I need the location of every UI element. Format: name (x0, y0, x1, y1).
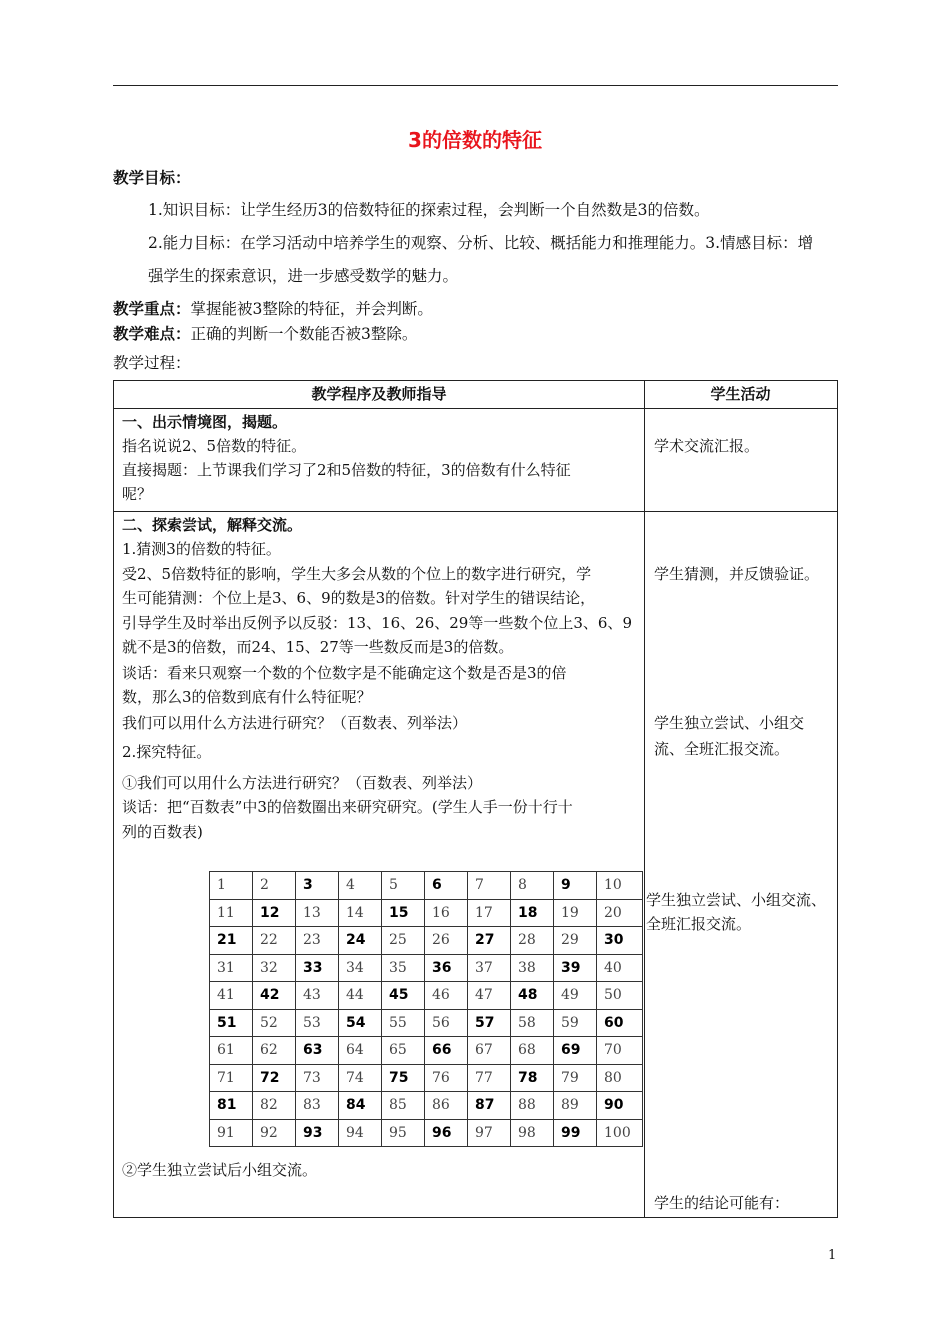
hundred-chart-cell: 75 (382, 1064, 425, 1092)
hundred-chart-row (210, 899, 643, 927)
hundred-chart-cell: 39 (554, 954, 597, 982)
hundred-chart-cell: 65 (382, 1037, 425, 1065)
header-divider (114, 408, 837, 409)
section2-line: 引导学生及时举出反例予以反驳：13、16、26、29等一些数个位上3、6、9 (122, 614, 632, 632)
page-title: 3的倍数的特征 (408, 128, 542, 152)
difficulty-point (113, 322, 417, 344)
hundred-chart-cell: 96 (425, 1119, 468, 1147)
hundred-chart-cell: 29 (554, 927, 597, 955)
hundred-chart-cell: 15 (382, 899, 425, 927)
section2-line: 数，那么3的倍数到底有什么特征呢？ (122, 688, 372, 706)
section2-line: 受2、5倍数特征的影响，学生大多会从数的个位上的数字进行研究，学 (122, 565, 592, 583)
hundred-chart-cell: 85 (382, 1092, 425, 1120)
hundred-chart-cell: 73 (296, 1064, 339, 1092)
hundred-chart-cell: 77 (468, 1064, 511, 1092)
hundred-chart-cell: 53 (296, 1009, 339, 1037)
hundred-chart-cell: 90 (597, 1092, 643, 1120)
hundred-chart-cell: 72 (253, 1064, 296, 1092)
hundred-chart-cell: 54 (339, 1009, 382, 1037)
hundred-chart-cell: 58 (511, 1009, 554, 1037)
hundred-chart-cell: 95 (382, 1119, 425, 1147)
section2-line: ②学生独立尝试后小组交流。 (122, 1161, 318, 1179)
section2-line: 列的百数表) (122, 823, 203, 841)
hundred-chart-cell: 62 (253, 1037, 296, 1065)
hundred-chart-cell: 11 (210, 899, 253, 927)
hundred-chart-cell: 80 (597, 1064, 643, 1092)
section2-heading: 二、探索尝试，解释交流。 (122, 516, 303, 534)
hundred-chart-cell: 99 (554, 1119, 597, 1147)
hundred-chart-cell: 22 (253, 927, 296, 955)
hundred-chart-cell: 63 (296, 1037, 339, 1065)
hundred-chart-cell: 43 (296, 982, 339, 1010)
key-point (113, 297, 433, 319)
hundred-chart-row (210, 982, 643, 1010)
hundred-chart-cell: 79 (554, 1064, 597, 1092)
hundred-chart-cell: 24 (339, 927, 382, 955)
hundred-chart-cell: 93 (296, 1119, 339, 1147)
objectives-heading: 教学目标： (113, 169, 191, 187)
section2-line: 就不是3的倍数，而24、15、27等一些数反而是3的倍数。 (122, 638, 514, 656)
hundred-chart-cell: 19 (554, 899, 597, 927)
hundred-chart-cell: 25 (382, 927, 425, 955)
hundred-chart-cell: 45 (382, 982, 425, 1010)
section2-line: 谈话：把“百数表”中3的倍数圈出来研究研究。(学生人手一份十行十 (122, 798, 573, 816)
objective-2b: 强学生的探索意识，进一步感受数学的魅力。 (148, 267, 459, 285)
hundred-chart-cell: 60 (597, 1009, 643, 1037)
hundred-chart-row (210, 954, 643, 982)
hundred-chart-cell: 76 (425, 1064, 468, 1092)
hundred-chart-row (210, 872, 643, 900)
hundred-chart-cell: 32 (253, 954, 296, 982)
hundred-chart-cell: 84 (339, 1092, 382, 1120)
hundred-chart-cell: 21 (210, 927, 253, 955)
section1-line: 指名说说2、5倍数的特征。 (122, 437, 307, 455)
hundred-chart-cell: 40 (597, 954, 643, 982)
hundred-chart-cell: 31 (210, 954, 253, 982)
hundred-chart-cell: 67 (468, 1037, 511, 1065)
hundred-chart-row (210, 1037, 643, 1065)
objective-1: 1.知识目标：让学生经历3的倍数特征的探索过程，会判断一个自然数是3的倍数。 (148, 201, 710, 219)
hundred-chart-cell: 81 (210, 1092, 253, 1120)
hundred-chart-cell: 10 (597, 872, 643, 900)
column-divider (644, 381, 645, 1217)
lesson-table (113, 380, 838, 1218)
hundred-chart-cell: 55 (382, 1009, 425, 1037)
hundred-chart-cell: 13 (296, 899, 339, 927)
hundred-chart-cell: 1 (210, 872, 253, 900)
hundred-chart-cell: 41 (210, 982, 253, 1010)
hundred-chart-cell: 94 (339, 1119, 382, 1147)
hundred-chart-cell: 56 (425, 1009, 468, 1037)
section2-student-activity: 学生的结论可能有： (654, 1194, 790, 1212)
hundred-chart-cell: 59 (554, 1009, 597, 1037)
hundred-chart-cell: 51 (210, 1009, 253, 1037)
hundred-chart-cell: 18 (511, 899, 554, 927)
process-label: 教学过程： (113, 354, 191, 372)
section2-line: 谈话：看来只观察一个数的个位数字是不能确定这个数是否是3的倍 (122, 664, 567, 682)
hundred-chart-cell: 82 (253, 1092, 296, 1120)
hundred-chart-cell: 34 (339, 954, 382, 982)
hundred-chart-row (210, 1009, 643, 1037)
section2-line: 1.猜测3的倍数的特征。 (122, 540, 281, 558)
hundred-chart-row (210, 1119, 643, 1147)
hundred-chart-row (210, 1064, 643, 1092)
objective-2a: 2.能力目标：在学习活动中培养学生的观察、分析、比较、概括能力和推理能力。3.情感目标：增 (148, 234, 814, 252)
hundred-chart-cell: 48 (511, 982, 554, 1010)
section-divider (114, 511, 837, 512)
hundred-chart-cell: 17 (468, 899, 511, 927)
hundred-chart-cell: 57 (468, 1009, 511, 1037)
section2-student-activity: 学生独立尝试、小组交流、 (646, 891, 827, 909)
hundred-chart-cell: 87 (468, 1092, 511, 1120)
section2-student-activity: 全班汇报交流。 (646, 915, 752, 933)
hundred-chart-cell: 38 (511, 954, 554, 982)
hundred-chart-cell: 26 (425, 927, 468, 955)
col-teacher-header: 教学程序及教师指导 (311, 385, 447, 403)
section2-line: 生可能猜测：个位上是3、6、9的数是3的倍数。针对学生的错误结论， (122, 589, 596, 607)
section1-line: 直接揭题：上节课我们学习了2和5倍数的特征，3的倍数有什么特征 (122, 461, 571, 479)
hundred-chart-cell: 68 (511, 1037, 554, 1065)
hundred-chart-cell: 52 (253, 1009, 296, 1037)
hundred-chart-cell: 100 (597, 1119, 643, 1147)
section2-student-activity: 学生独立尝试、小组交 (654, 714, 805, 732)
hundred-chart-cell: 46 (425, 982, 468, 1010)
hundred-chart-cell: 16 (425, 899, 468, 927)
section2-line: ①我们可以用什么方法进行研究？（百数表、列举法） (122, 774, 483, 792)
hundred-chart-cell: 61 (210, 1037, 253, 1065)
hundred-chart-cell: 6 (425, 872, 468, 900)
section2-line: 我们可以用什么方法进行研究？（百数表、列举法） (122, 714, 468, 732)
hundred-chart (209, 871, 643, 1147)
hundred-chart-cell: 35 (382, 954, 425, 982)
page-number: 1 (828, 1248, 837, 1263)
hundred-chart-cell: 89 (554, 1092, 597, 1120)
hundred-chart-cell: 69 (554, 1037, 597, 1065)
hundred-chart-cell: 9 (554, 872, 597, 900)
hundred-chart-cell: 64 (339, 1037, 382, 1065)
difficulty-label: 教学难点： (113, 325, 191, 343)
hundred-chart-cell: 30 (597, 927, 643, 955)
hundred-chart-cell: 70 (597, 1037, 643, 1065)
hundred-chart-cell: 2 (253, 872, 296, 900)
hundred-chart-cell: 86 (425, 1092, 468, 1120)
hundred-chart-cell: 7 (468, 872, 511, 900)
hundred-chart-cell: 33 (296, 954, 339, 982)
hundred-chart-cell: 71 (210, 1064, 253, 1092)
hundred-chart-cell: 14 (339, 899, 382, 927)
hundred-chart-cell: 78 (511, 1064, 554, 1092)
hundred-chart-cell: 27 (468, 927, 511, 955)
hundred-chart-cell: 74 (339, 1064, 382, 1092)
key-label: 教学重点： (113, 300, 191, 318)
section2-student-activity: 学生猜测，并反馈验证。 (654, 565, 820, 583)
hundred-chart-cell: 66 (425, 1037, 468, 1065)
hundred-chart-cell: 36 (425, 954, 468, 982)
hundred-chart-cell: 97 (468, 1119, 511, 1147)
hundred-chart-cell: 4 (339, 872, 382, 900)
hundred-chart-cell: 88 (511, 1092, 554, 1120)
hundred-chart-cell: 83 (296, 1092, 339, 1120)
hundred-chart-cell: 47 (468, 982, 511, 1010)
hundred-chart-cell: 5 (382, 872, 425, 900)
section1-line: 呢？ (122, 485, 153, 503)
hundred-chart-row (210, 1092, 643, 1120)
hundred-chart-row (210, 927, 643, 955)
hundred-chart-cell: 20 (597, 899, 643, 927)
section2-student-activity: 流、全班汇报交流。 (654, 740, 790, 758)
hundred-chart-cell: 44 (339, 982, 382, 1010)
section1-heading: 一、出示情境图，揭题。 (122, 413, 288, 431)
hundred-chart-cell: 12 (253, 899, 296, 927)
hundred-chart-cell: 92 (253, 1119, 296, 1147)
header-rule (113, 85, 838, 86)
hundred-chart-cell: 28 (511, 927, 554, 955)
hundred-chart-cell: 50 (597, 982, 643, 1010)
hundred-chart-cell: 3 (296, 872, 339, 900)
hundred-chart-cell: 37 (468, 954, 511, 982)
hundred-chart-cell: 8 (511, 872, 554, 900)
hundred-chart-cell: 98 (511, 1119, 554, 1147)
key-text: 掌握能被3整除的特征，并会判断。 (190, 300, 433, 318)
section2-line: 2.探究特征。 (122, 743, 212, 761)
hundred-chart-cell: 42 (253, 982, 296, 1010)
hundred-chart-cell: 49 (554, 982, 597, 1010)
hundred-chart-cell: 91 (210, 1119, 253, 1147)
hundred-chart-cell: 23 (296, 927, 339, 955)
section1-student-activity: 学术交流汇报。 (654, 437, 760, 455)
difficulty-text: 正确的判断一个数能否被3整除。 (190, 325, 418, 343)
col-student-header: 学生活动 (710, 385, 771, 403)
